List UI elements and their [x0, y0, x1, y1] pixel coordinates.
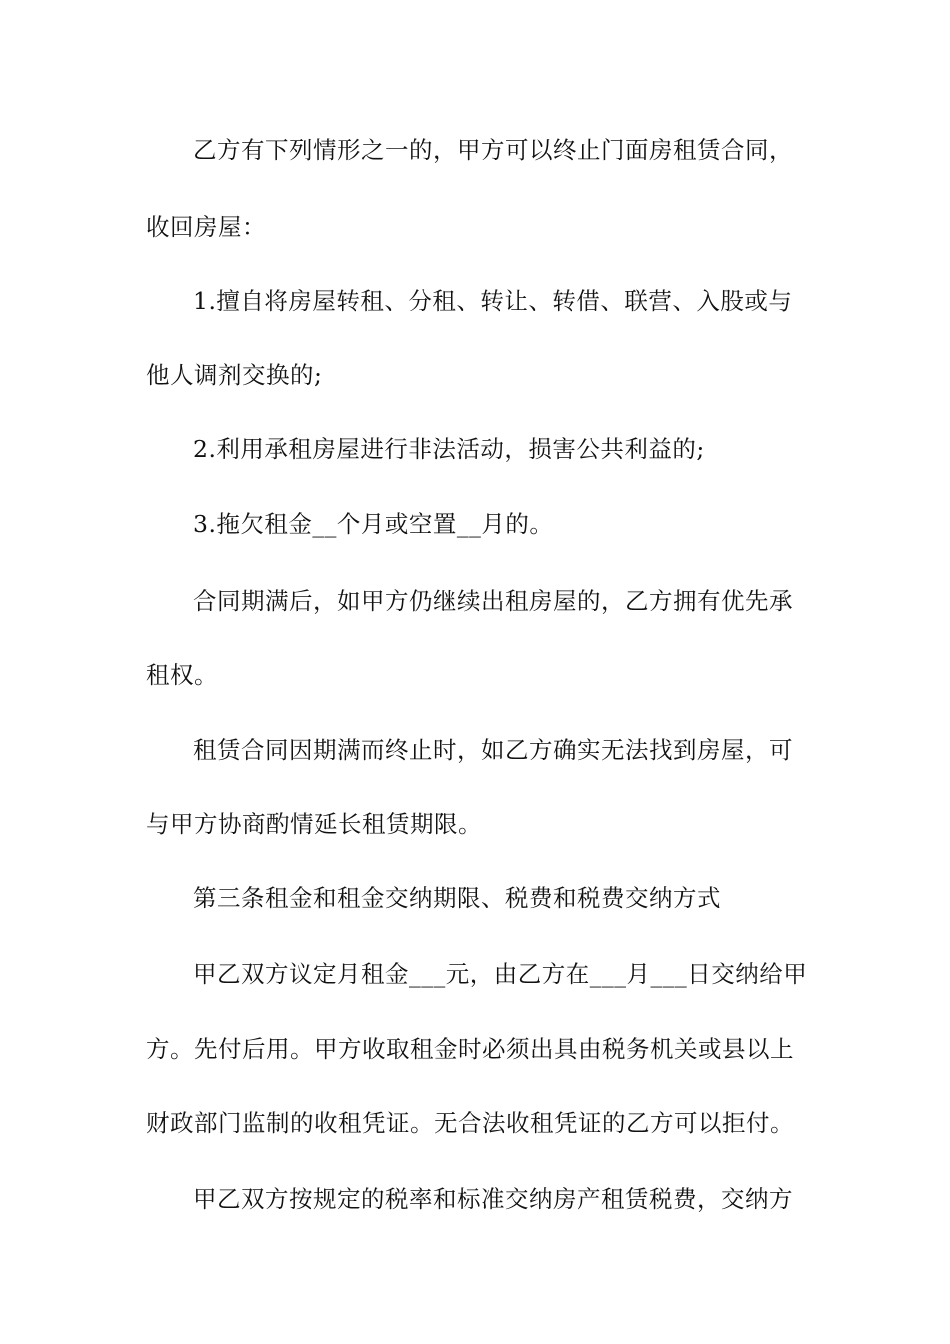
text-line-1: 乙方有下列情形之一的，甲方可以终止门面房租赁合同， [193, 136, 793, 164]
section-heading: 第三条租金和租金交纳期限、税费和税费交纳方式 [193, 884, 721, 912]
text-line-10: 与甲方协商酌情延长租赁期限。 [146, 810, 482, 838]
text-line-9: 租赁合同因期满而终止时，如乙方确实无法找到房屋，可 [193, 736, 793, 764]
text-line-12: 甲乙双方议定月租金___元，由乙方在___月___日交纳给甲 [193, 960, 808, 988]
text-line-13: 方。先付后用。甲方收取租金时必须出具由税务机关或县以上 [146, 1035, 794, 1063]
text-line-14: 财政部门监制的收租凭证。无合法收租凭证的乙方可以拒付。 [146, 1109, 794, 1137]
text-line-15: 甲乙双方按规定的税率和标准交纳房产租赁税费，交纳方 [193, 1185, 793, 1213]
text-line-7: 合同期满后，如甲方仍继续出租房屋的，乙方拥有优先承 [193, 587, 793, 615]
text-line-6: 3.拖欠租金__个月或空置__月的。 [193, 510, 554, 538]
text-line-8: 租权。 [146, 661, 218, 689]
text-line-2: 收回房屋： [146, 213, 266, 241]
text-line-3: 1.擅自将房屋转租、分租、转让、转借、联营、入股或与 [193, 287, 793, 315]
text-line-4: 他人调剂交换的; [146, 361, 323, 389]
text-line-5: 2.利用承租房屋进行非法活动，损害公共利益的; [193, 435, 705, 463]
